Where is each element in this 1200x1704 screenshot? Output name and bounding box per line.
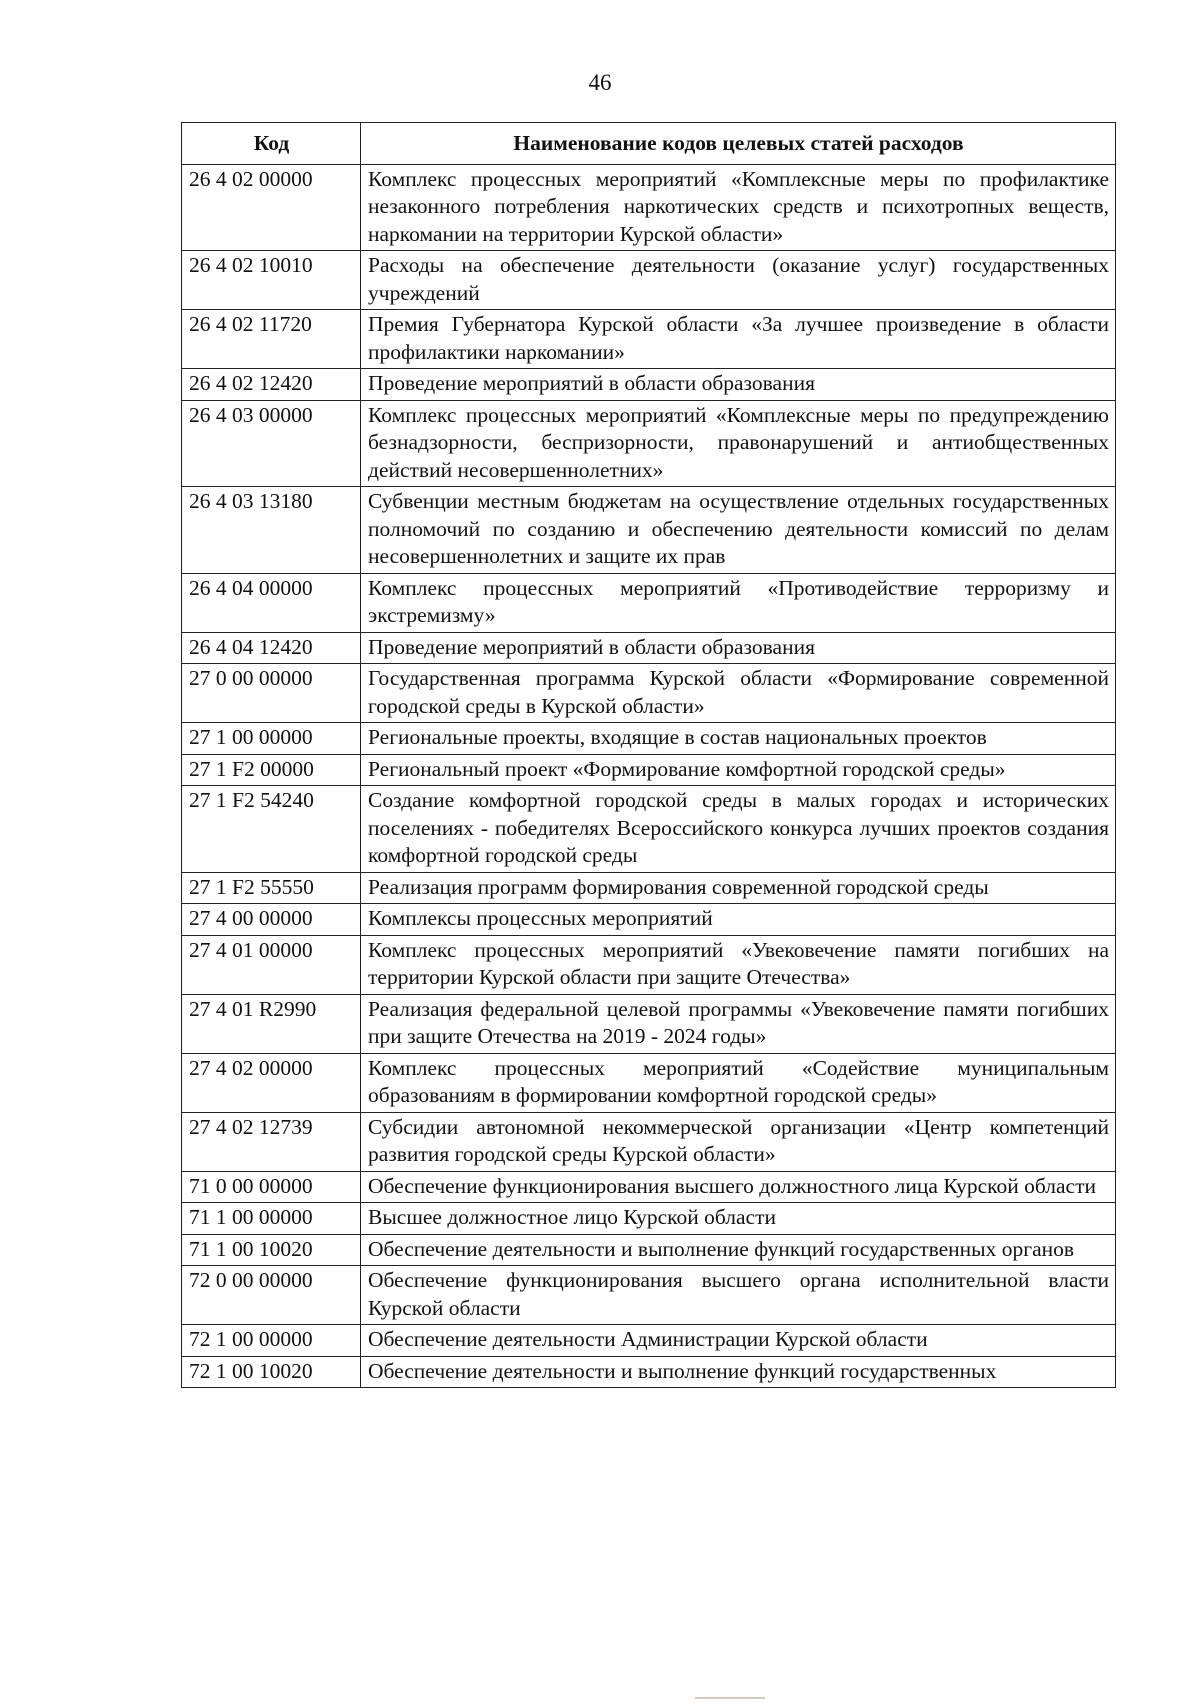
name-cell: Обеспечение функционирования высшего органа исполнительной власти Курской области <box>361 1266 1116 1325</box>
table-row <box>182 400 1116 487</box>
budget-codes-table <box>181 122 1116 1388</box>
table-body <box>182 164 1116 1388</box>
column-header-code: Код <box>182 123 361 165</box>
table-row <box>182 904 1116 936</box>
table-row <box>182 251 1116 310</box>
code-cell: 27 1 00 00000 <box>182 723 361 755</box>
table-row <box>182 872 1116 904</box>
table-row <box>182 632 1116 664</box>
code-cell: 71 1 00 10020 <box>182 1234 361 1266</box>
name-cell: Создание комфортной городской среды в малых городах и исторических поселениях - победителях Всероссийского конкурса лучших проектов создания комфортной городской среды <box>361 786 1116 873</box>
code-cell: 72 1 00 00000 <box>182 1325 361 1357</box>
name-cell: Обеспечение деятельности и выполнение функций государственных органов <box>361 1234 1116 1266</box>
table-row <box>182 754 1116 786</box>
table-row <box>182 164 1116 251</box>
name-cell: Высшее должностное лицо Курской области <box>361 1203 1116 1235</box>
code-cell: 27 4 02 12739 <box>182 1112 361 1171</box>
table-row <box>182 664 1116 723</box>
code-cell: 72 0 00 00000 <box>182 1266 361 1325</box>
scan-mark <box>695 1697 765 1699</box>
name-cell: Премия Губернатора Курской области «За лучшее произведение в области профилактики наркомании» <box>361 310 1116 369</box>
code-cell: 26 4 03 00000 <box>182 400 361 487</box>
table-row <box>182 994 1116 1053</box>
table-row <box>182 1325 1116 1357</box>
name-cell: Обеспечение функционирования высшего должностного лица Курской области <box>361 1171 1116 1203</box>
table-row <box>182 487 1116 574</box>
code-cell: 26 4 02 10010 <box>182 251 361 310</box>
column-header-name: Наименование кодов целевых статей расходов <box>361 123 1116 165</box>
table-row <box>182 723 1116 755</box>
name-cell: Комплекс процессных мероприятий «Комплексные меры по профилактике незаконного потребления наркотических средств и психотропных веществ, наркомании на территории Курской области» <box>361 164 1116 251</box>
name-cell: Реализация программ формирования современной городской среды <box>361 872 1116 904</box>
table-row <box>182 1203 1116 1235</box>
table-row <box>182 1234 1116 1266</box>
name-cell: Обеспечение деятельности Администрации Курской области <box>361 1325 1116 1357</box>
code-cell: 27 1 F2 54240 <box>182 786 361 873</box>
code-cell: 27 1 F2 55550 <box>182 872 361 904</box>
table-row <box>182 1266 1116 1325</box>
code-cell: 27 4 00 00000 <box>182 904 361 936</box>
table-row <box>182 1356 1116 1388</box>
code-cell: 27 4 01 R2990 <box>182 994 361 1053</box>
name-cell: Субсидии автономной некоммерческой организации «Центр компетенций развития городской среды Курской области» <box>361 1112 1116 1171</box>
code-cell: 27 1 F2 00000 <box>182 754 361 786</box>
code-cell: 26 4 02 11720 <box>182 310 361 369</box>
table-row <box>182 1053 1116 1112</box>
code-cell: 26 4 02 00000 <box>182 164 361 251</box>
table-row <box>182 573 1116 632</box>
table-header-row <box>182 123 1116 165</box>
name-cell: Реализация федеральной целевой программы «Увековечение памяти погибших при защите Отечества на 2019 - 2024 годы» <box>361 994 1116 1053</box>
name-cell: Государственная программа Курской области «Формирование современной городской среды в Курской области» <box>361 664 1116 723</box>
code-cell: 26 4 03 13180 <box>182 487 361 574</box>
name-cell: Комплекс процессных мероприятий «Комплексные меры по предупреждению безнадзорности, беспризорности, правонарушений и антиобщественных действий несовершеннолетних» <box>361 400 1116 487</box>
code-cell: 27 4 01 00000 <box>182 935 361 994</box>
table-row <box>182 310 1116 369</box>
table-row <box>182 1171 1116 1203</box>
name-cell: Региональный проект «Формирование комфортной городской среды» <box>361 754 1116 786</box>
table-row <box>182 786 1116 873</box>
table-row <box>182 1112 1116 1171</box>
name-cell: Комплекс процессных мероприятий «Содействие муниципальным образованиям в формировании комфортной городской среды» <box>361 1053 1116 1112</box>
table-row <box>182 935 1116 994</box>
code-cell: 27 4 02 00000 <box>182 1053 361 1112</box>
table-row <box>182 369 1116 401</box>
name-cell: Комплекс процессных мероприятий «Противодействие терроризму и экстремизму» <box>361 573 1116 632</box>
code-cell: 27 0 00 00000 <box>182 664 361 723</box>
name-cell: Проведение мероприятий в области образования <box>361 632 1116 664</box>
name-cell: Проведение мероприятий в области образования <box>361 369 1116 401</box>
code-cell: 26 4 04 12420 <box>182 632 361 664</box>
name-cell: Расходы на обеспечение деятельности (оказание услуг) государственных учреждений <box>361 251 1116 310</box>
name-cell: Комплексы процессных мероприятий <box>361 904 1116 936</box>
name-cell: Комплекс процессных мероприятий «Увековечение памяти погибших на территории Курской области при защите Отечества» <box>361 935 1116 994</box>
code-cell: 26 4 02 12420 <box>182 369 361 401</box>
code-cell: 71 0 00 00000 <box>182 1171 361 1203</box>
code-cell: 72 1 00 10020 <box>182 1356 361 1388</box>
name-cell: Обеспечение деятельности и выполнение функций государственных <box>361 1356 1116 1388</box>
code-cell: 71 1 00 00000 <box>182 1203 361 1235</box>
name-cell: Региональные проекты, входящие в состав национальных проектов <box>361 723 1116 755</box>
code-cell: 26 4 04 00000 <box>182 573 361 632</box>
page-number: 46 <box>588 70 612 95</box>
name-cell: Субвенции местным бюджетам на осуществление отдельных государственных полномочий по созданию и обеспечению деятельности комиссий по делам несовершеннолетних и защите их прав <box>361 487 1116 574</box>
